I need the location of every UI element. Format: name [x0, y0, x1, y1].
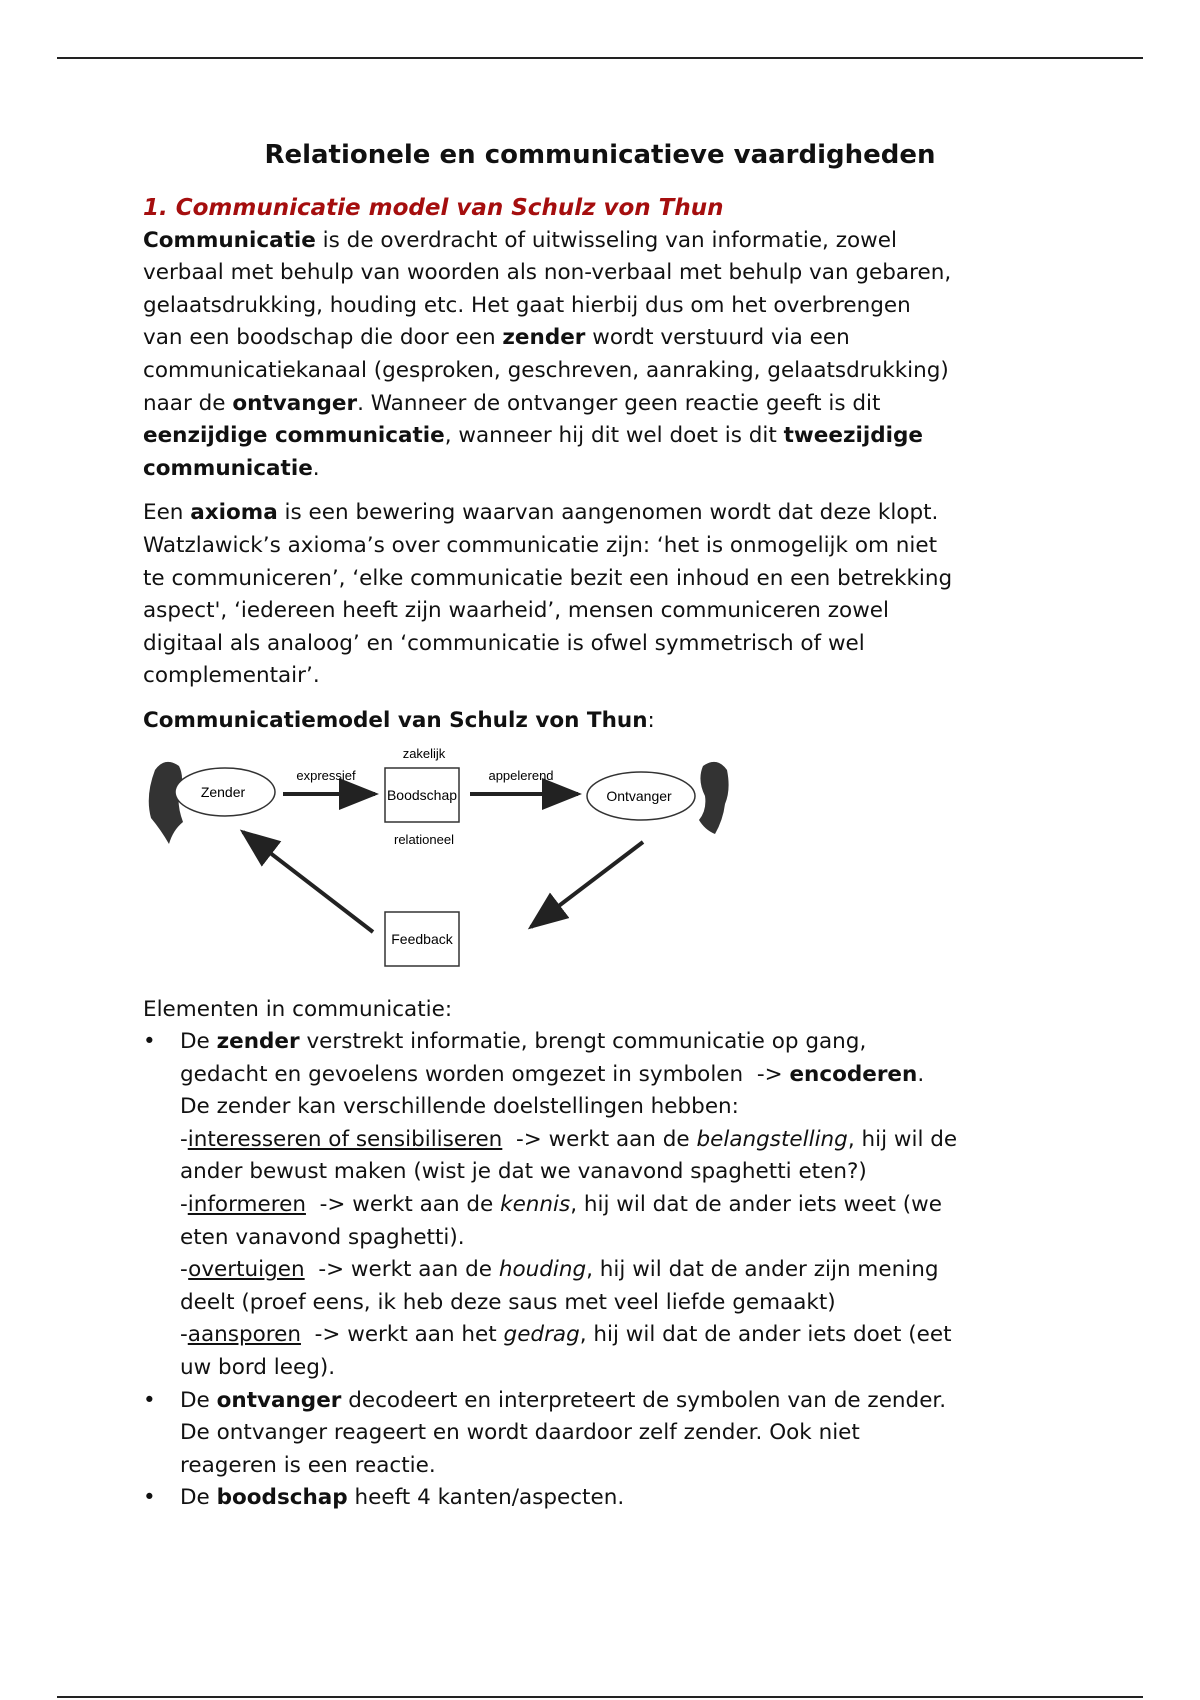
text-run: De ontvanger reageert en wordt daardoor zelf zender. Ook niet [180, 1420, 860, 1446]
underlined-term: aansporen [187, 1322, 301, 1348]
text-run: gelaatsdrukking, houding etc. Het gaat hierbij dus om het overbrengen [143, 292, 911, 318]
text-run: -> werkt aan de [305, 1192, 501, 1218]
text-run: te communiceren’, ‘elke communicatie bezit een inhoud en een betrekking [143, 565, 953, 591]
text-run: , hij wil dat de ander iets weet (we [570, 1192, 942, 1218]
sender-face-icon [149, 761, 183, 843]
receiver-face-icon [699, 761, 729, 833]
text-run: . Wanneer de ontvanger geen reactie geeft is dit [357, 390, 881, 416]
footer-rule [57, 1696, 1143, 1698]
text-run: . [917, 1061, 925, 1087]
header-rule [57, 57, 1143, 59]
text-run: naar de [143, 390, 233, 416]
bold-term: encoderen [789, 1061, 918, 1087]
text-line [143, 388, 1083, 421]
communication-model-diagram [143, 742, 763, 982]
text-run: is een bewering waarvan aangenomen wordt dat deze klopt. [277, 500, 939, 526]
text-run: De zender kan verschillende doelstellingen hebben: [180, 1094, 739, 1120]
text-run: , wanneer hij dit wel doet is dit [444, 423, 784, 449]
sender-label: Zender [200, 783, 246, 800]
receiver-to-feedback-arrow [531, 842, 643, 927]
elements-list [143, 1026, 1083, 1515]
paragraph-communicatie [143, 225, 1083, 486]
text-line [143, 563, 1083, 596]
bold-term: boodschap [216, 1485, 348, 1511]
appelerend-label: appelerend [488, 767, 554, 783]
bold-term: tweezijdige [783, 423, 923, 449]
text-run: ander bewust maken (wist je dat we vanavond spaghetti eten?) [180, 1159, 867, 1185]
text-line [180, 1124, 1083, 1157]
text-run: - [180, 1192, 188, 1218]
text-line [180, 1026, 1083, 1059]
model-heading: Communicatiemodel van Schulz von Thun: [143, 707, 655, 733]
bold-term: zender [502, 325, 586, 351]
feedback-to-sender-arrow [243, 832, 373, 932]
italic-term: belangstelling [696, 1126, 848, 1152]
text-run: De [180, 1485, 217, 1511]
italic-term: gedrag [503, 1322, 580, 1348]
text-line [143, 257, 1083, 290]
underlined-term: informeren [187, 1192, 306, 1218]
feedback-label: Feedback [391, 930, 453, 947]
text-line [143, 497, 1083, 530]
text-line [143, 420, 1083, 453]
text-run: -> werkt aan de [502, 1126, 697, 1152]
text-line [143, 530, 1083, 563]
relationeel-label: relationeel [394, 831, 454, 847]
text-run: deelt (proef eens, ik heb deze saus met veel liefde gemaakt) [180, 1289, 836, 1315]
text-line [180, 1417, 1083, 1450]
text-run: van een boodschap die door een [143, 325, 503, 351]
text-line [180, 1352, 1083, 1385]
text-line [180, 1156, 1083, 1189]
bullet-icon: • [143, 1387, 156, 1413]
text-line [180, 1222, 1083, 1255]
list-item [143, 1026, 1083, 1385]
text-run: - [180, 1257, 189, 1283]
bold-term: ontvanger [216, 1387, 342, 1413]
paragraph-axioma [143, 497, 1083, 693]
receiver-label: Ontvanger [606, 787, 672, 804]
bullet-icon: • [143, 1029, 156, 1055]
text-line [180, 1450, 1083, 1483]
text-run: heeft 4 kanten/aspecten. [347, 1485, 625, 1511]
text-line [143, 225, 1083, 258]
text-line [180, 1189, 1083, 1222]
text-line [180, 1059, 1083, 1092]
text-line [143, 595, 1083, 628]
expressief-label: expressief [296, 767, 356, 783]
text-run: De [180, 1029, 217, 1055]
bold-term: Communicatie [143, 227, 316, 253]
text-line [180, 1091, 1083, 1124]
text-run: -> werkt aan het [300, 1322, 504, 1348]
text-run: aspect', ‘iedereen heeft zijn waarheid’, mensen communiceren zowel [143, 598, 889, 624]
section-heading: 1. Communicatie model van Schulz von Thun [143, 195, 724, 221]
elements-intro: Elementen in communicatie: [143, 996, 453, 1022]
text-line [143, 660, 1083, 693]
underlined-term: overtuigen [188, 1257, 305, 1283]
bold-term: axioma [190, 500, 278, 526]
list-item [143, 1482, 1083, 1515]
page-title: Relationele en communicatieve vaardigheden [264, 140, 936, 170]
text-run: verbaal met behulp van woorden als non-verbaal met behulp van gebaren, [143, 260, 952, 286]
text-run: uw bord leeg). [180, 1355, 336, 1381]
text-line [143, 322, 1083, 355]
text-run: . [312, 455, 320, 481]
text-run: , hij wil dat de ander iets doet (eet [579, 1322, 952, 1348]
bold-term: communicatie [143, 455, 313, 481]
text-run: Een [143, 500, 191, 526]
text-run: decodeert en interpreteert de symbolen van de zender. [341, 1387, 947, 1413]
text-line [180, 1254, 1083, 1287]
message-label: Boodschap [386, 786, 458, 803]
underlined-term: interesseren of sensibiliseren [187, 1126, 503, 1152]
bold-term: zender [216, 1029, 300, 1055]
text-run: verstrekt informatie, brengt communicatie op gang, [299, 1029, 867, 1055]
text-run: , hij wil de [847, 1126, 958, 1152]
text-line [143, 355, 1083, 388]
text-run: De [180, 1387, 217, 1413]
zakelijk-label: zakelijk [402, 745, 446, 761]
italic-term: houding [498, 1257, 587, 1283]
text-run: - [180, 1126, 188, 1152]
text-line [143, 628, 1083, 661]
text-run: wordt verstuurd via een [585, 325, 850, 351]
text-run: - [180, 1322, 188, 1348]
text-line [143, 290, 1083, 323]
text-line [180, 1287, 1083, 1320]
bullet-icon: • [143, 1485, 156, 1511]
text-line [180, 1482, 1083, 1515]
document-body [143, 192, 1083, 1515]
text-line [143, 453, 1083, 486]
text-run: is de overdracht of uitwisseling van informatie, zowel [315, 227, 897, 253]
text-run: gedacht en gevoelens worden omgezet in symbolen -> [180, 1061, 790, 1087]
text-run: complementair’. [143, 663, 320, 689]
text-run: digitaal als analoog’ en ‘communicatie is ofwel symmetrisch of wel [143, 630, 865, 656]
text-line [180, 1385, 1083, 1418]
text-run: eten vanavond spaghetti). [180, 1224, 465, 1250]
text-run: reageren is een reactie. [180, 1452, 436, 1478]
bold-term: ontvanger [232, 390, 358, 416]
text-line [180, 1319, 1083, 1352]
bold-term: eenzijdige communicatie [143, 423, 445, 449]
text-run: communicatiekanaal (gesproken, geschreven, aanraking, gelaatsdrukking) [143, 357, 949, 383]
list-item [143, 1385, 1083, 1483]
text-run: -> werkt aan de [304, 1257, 499, 1283]
italic-term: kennis [500, 1192, 571, 1218]
text-run: Watzlawick’s axioma’s over communicatie zijn: ‘het is onmogelijk om niet [143, 532, 938, 558]
text-run: , hij wil dat de ander zijn mening [586, 1257, 939, 1283]
